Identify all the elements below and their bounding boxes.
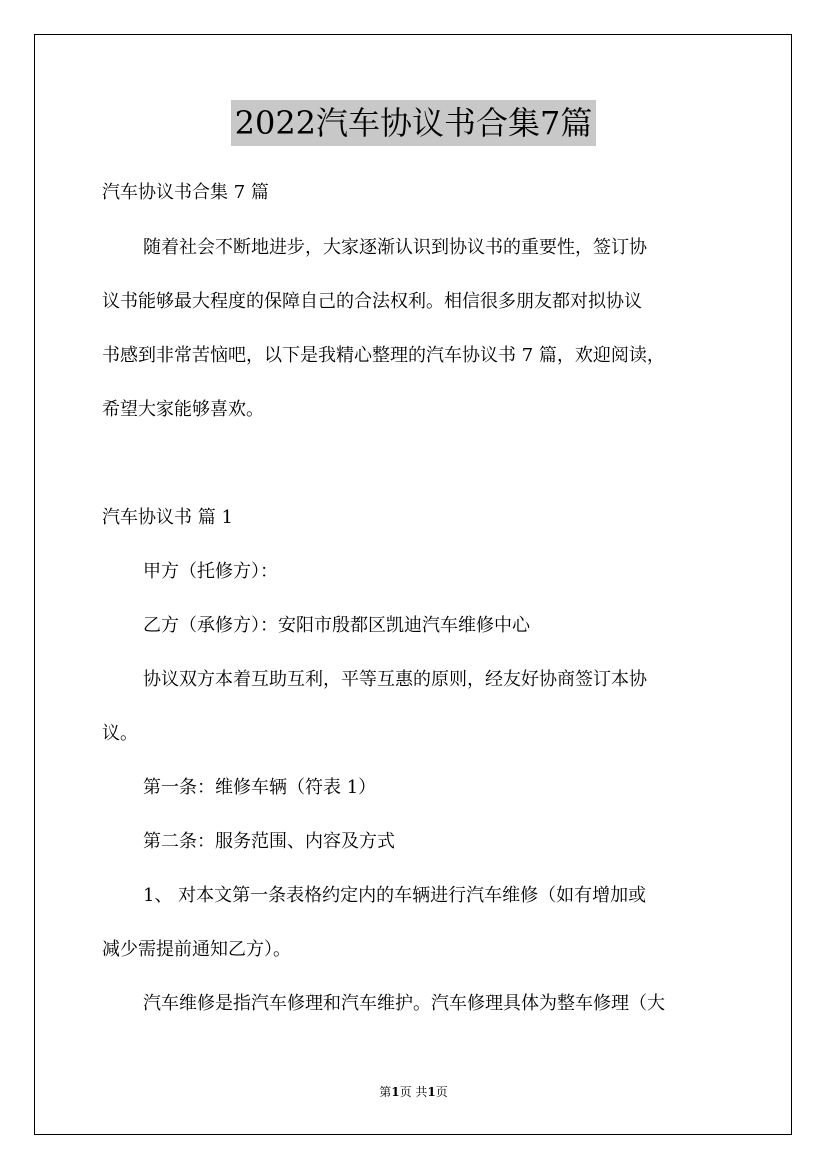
intro-line-text: 随着社会不断地进步，大家逐渐认识到协议书的重要性，签订协 <box>143 237 647 258</box>
agreement-line: 议。 <box>102 723 138 744</box>
item-1-line <box>102 869 732 923</box>
article-1-text: 第一条：维修车辆（符表 1） <box>143 777 377 798</box>
party-b-text: 乙方（承修方）：安阳市殷都区凯迪汽车维修中心 <box>143 615 530 636</box>
article-2-text: 第二条：服务范围、内容及方式 <box>143 831 395 852</box>
item-1-line-text: 1、 对本文第一条表格约定内的车辆进行汽车维修（如有增加或 <box>143 885 647 906</box>
agreement-line <box>102 653 732 707</box>
article-1 <box>102 761 732 815</box>
repair-line <box>102 977 732 1031</box>
page-footer <box>0 1084 827 1100</box>
item-1-line: 减少需提前通知乙方）。 <box>102 939 291 960</box>
party-a-text: 甲方（托修方）： <box>143 561 278 582</box>
footer-total-pages: 1 <box>427 1085 436 1099</box>
repair-line-text: 汽车维修是指汽车修理和汽车维护。汽车修理具体为整车修理（大 <box>143 993 665 1014</box>
party-a <box>102 545 732 599</box>
footer-page-prefix: 第 <box>379 1085 392 1099</box>
article-2 <box>102 815 732 869</box>
section-heading: 汽车协议书 篇 1 <box>102 507 233 528</box>
intro-line: 书感到非常苦恼吧，以下是我精心整理的汽车协议书 7 篇，欢迎阅读， <box>102 345 665 366</box>
document-title <box>0 100 827 146</box>
intro-line: 议书能够最大程度的保障自己的合法权利。相信很多朋友都对拟协议 <box>102 291 642 312</box>
party-b <box>102 599 732 653</box>
document-title-text: 2022汽车协议书合集7篇 <box>231 100 597 146</box>
footer-page-suffix: 页 <box>435 1085 448 1099</box>
footer-page-mid: 页 共 <box>399 1085 428 1099</box>
intro-line <box>102 221 732 275</box>
agreement-line-text: 协议双方本着互助互利，平等互惠的原则，经友好协商签订本协 <box>143 669 647 690</box>
intro-line: 希望大家能够喜欢。 <box>102 399 264 420</box>
footer-page-number: 1 <box>391 1085 400 1099</box>
document-subtitle: 汽车协议书合集 7 篇 <box>102 182 269 203</box>
